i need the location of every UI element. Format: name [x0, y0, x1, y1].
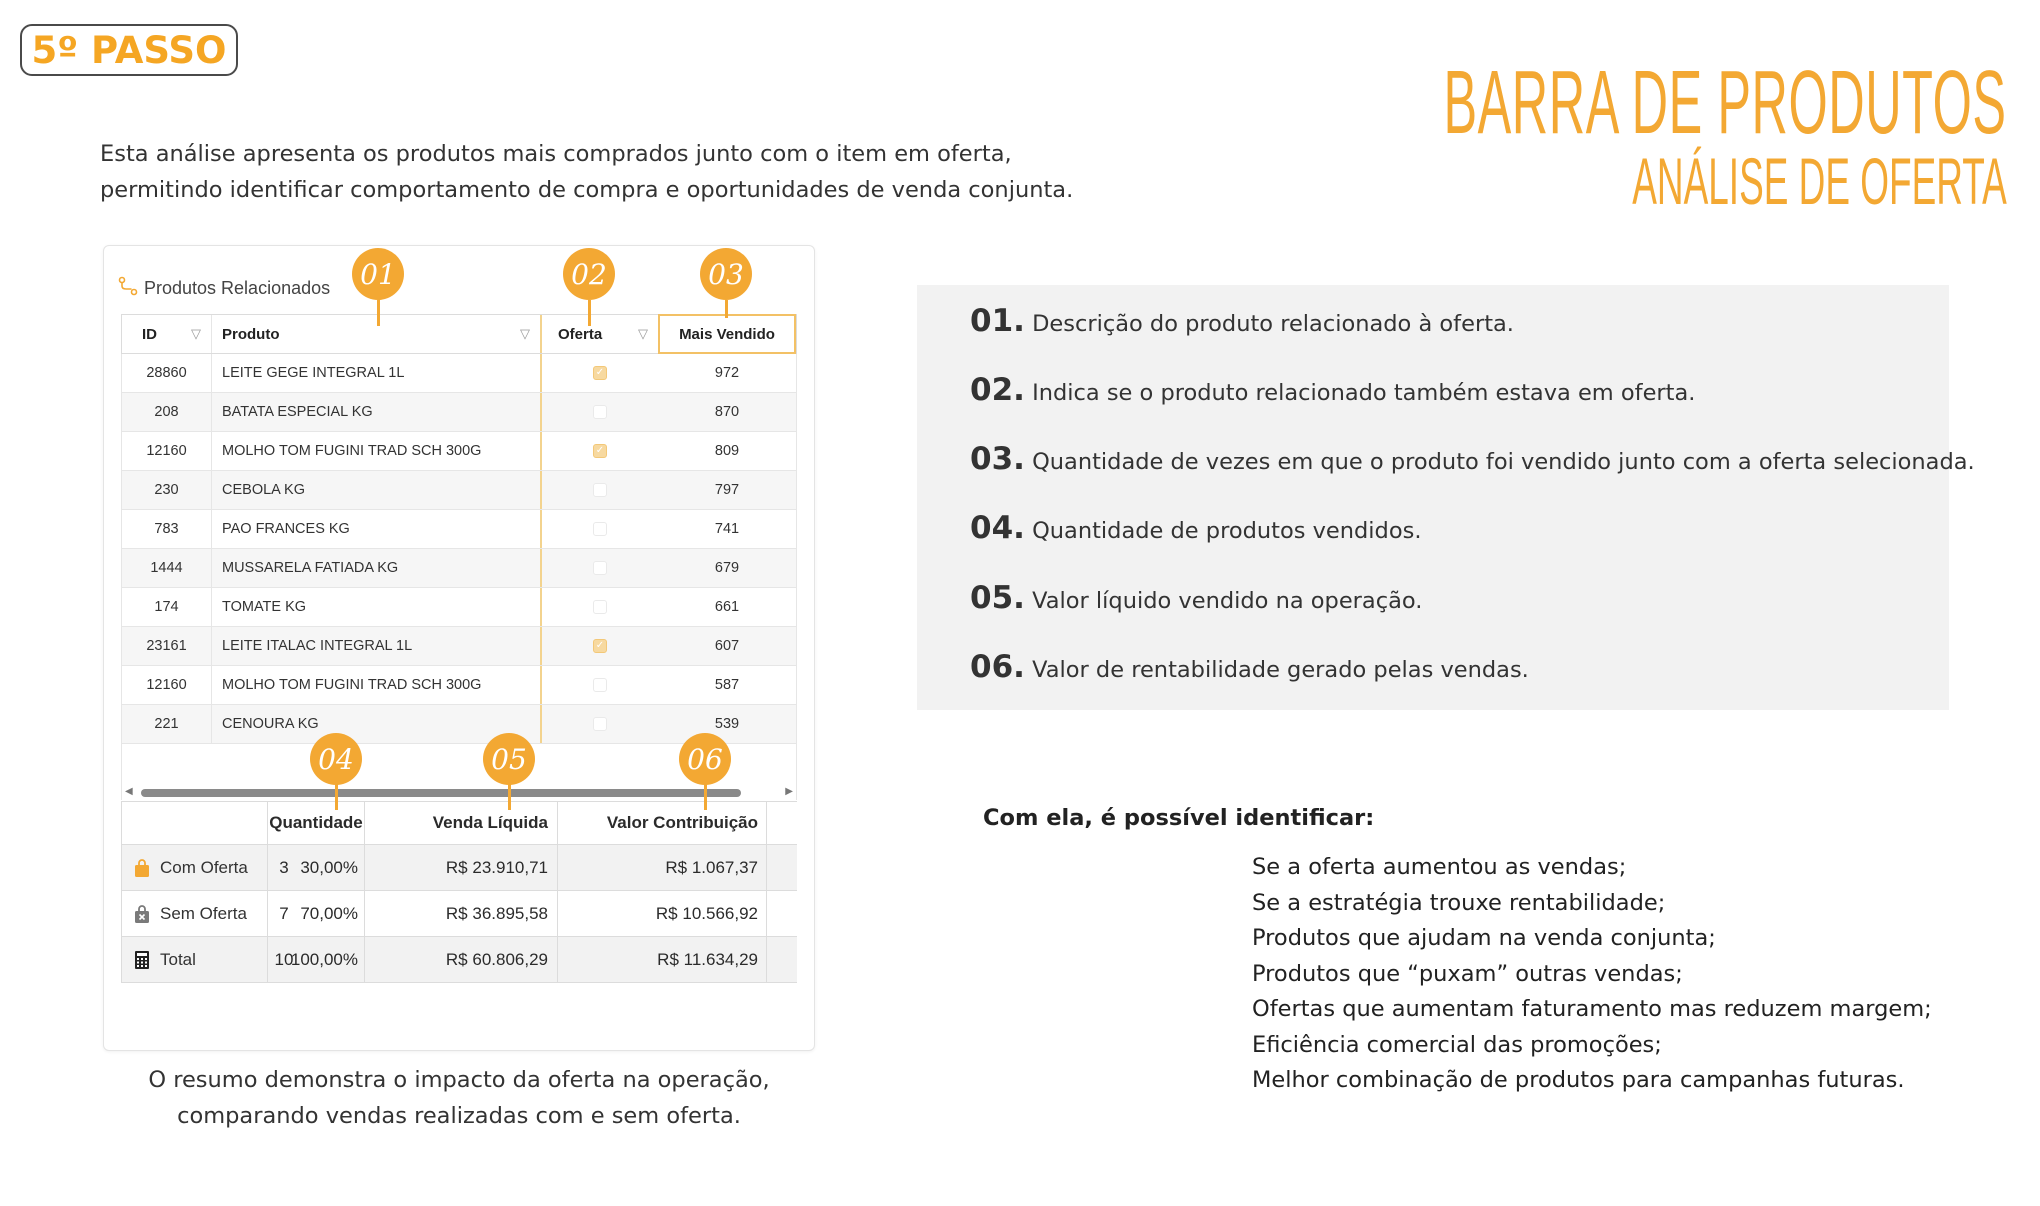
legend-item: [970, 649, 1529, 685]
summary-table: [121, 801, 797, 983]
column-label: Oferta: [558, 325, 603, 343]
cell-id: 221: [122, 705, 212, 743]
cell-oferta: [542, 471, 658, 509]
cell-mais-vendido: 587: [714, 677, 740, 693]
table-row[interactable]: [121, 432, 797, 471]
summary-label: Total: [160, 949, 196, 969]
marker-04: 04: [310, 733, 362, 785]
cell-produto: MOLHO TOM FUGINI TRAD SCH 300G: [212, 666, 542, 704]
table-row[interactable]: [121, 666, 797, 705]
cell-id: 783: [122, 510, 212, 548]
summary-header: [121, 801, 797, 845]
marker-01: 01: [352, 248, 404, 300]
cell-oferta: [542, 705, 658, 743]
summary-pct: 30,00%: [300, 845, 365, 890]
cell-oferta: [542, 627, 658, 665]
marker-line: [335, 784, 338, 810]
summary-contrib: R$ 10.566,92: [558, 891, 767, 936]
branch-icon: [118, 276, 138, 301]
summary-venda: R$ 60.806,29: [365, 937, 558, 982]
cell-mais-vendido: 539: [714, 716, 740, 732]
bag-crossed-icon: [132, 904, 152, 924]
marker-03: 03: [700, 248, 752, 300]
table-row[interactable]: [121, 588, 797, 627]
unchecked-checkbox[interactable]: [593, 522, 607, 536]
cell-oferta: [542, 549, 658, 587]
marker-02: 02: [563, 248, 615, 300]
step-badge: 5º PASSO: [20, 24, 238, 76]
cell-produto: PAO FRANCES KG: [212, 510, 542, 548]
unchecked-checkbox[interactable]: [593, 717, 607, 731]
summary-label: Sem Oferta: [160, 903, 247, 923]
unchecked-checkbox[interactable]: [593, 405, 607, 419]
cell-mais-vendido: 661: [714, 599, 740, 615]
cell-produto: CENOURA KG: [212, 705, 542, 743]
summary-label-cell: [121, 845, 268, 890]
summary-label-cell: [121, 891, 268, 936]
cell-id: 1444: [122, 549, 212, 587]
cell-id: 174: [122, 588, 212, 626]
bag-icon: [132, 858, 152, 878]
cell-oferta: [542, 588, 658, 626]
cell-oferta: [542, 354, 658, 392]
checked-checkbox[interactable]: ✓: [593, 444, 607, 458]
checked-checkbox[interactable]: ✓: [593, 366, 607, 380]
marker-line: [508, 784, 511, 810]
column-label: Produto: [222, 325, 280, 343]
cell-oferta: [542, 393, 658, 431]
unchecked-checkbox[interactable]: [593, 561, 607, 575]
unchecked-checkbox[interactable]: [593, 483, 607, 497]
summary-label: Com Oferta: [160, 857, 248, 877]
marker-line: [588, 300, 591, 326]
table-row[interactable]: [121, 627, 797, 666]
cell-oferta: [542, 432, 658, 470]
page-subtitle: ANÁLISE DE OFERTA: [1632, 144, 2007, 218]
summary-venda: R$ 23.910,71: [365, 845, 558, 890]
legend-number: 02.: [970, 372, 1025, 408]
cell-oferta: [542, 510, 658, 548]
grid-header: [121, 314, 797, 354]
column-label: Mais Vendido: [679, 325, 775, 343]
filter-icon[interactable]: ▽: [520, 326, 530, 341]
summary-contrib: R$ 1.067,37: [558, 845, 767, 890]
cell-id: 12160: [122, 666, 212, 704]
legend-box: [917, 285, 1949, 710]
cell-id: 28860: [122, 354, 212, 392]
calculator-icon: [132, 950, 152, 970]
column-header-id[interactable]: [122, 315, 212, 353]
unchecked-checkbox[interactable]: [593, 600, 607, 614]
summary-qty: 7: [279, 903, 289, 923]
legend-number: 04.: [970, 510, 1025, 546]
header-valor-contribuicao: Valor Contribuição: [558, 802, 767, 844]
cell-produto: BATATA ESPECIAL KG: [212, 393, 542, 431]
summary-caption: [103, 1062, 815, 1134]
intro-line: permitindo identificar comportamento de compra e oportunidades de venda conjunta.: [100, 177, 1074, 203]
intro-line: Esta análise apresenta os produtos mais comprados junto com o item em oferta,: [100, 141, 1012, 167]
list-item: Produtos que ajudam na venda conjunta;: [1252, 925, 1716, 951]
marker-line: [377, 300, 380, 326]
legend-item: [970, 441, 1975, 477]
marker-05: 05: [483, 733, 535, 785]
caption-line: O resumo demonstra o impacto da oferta na operação,: [148, 1067, 770, 1093]
legend-text: Valor líquido vendido na operação.: [1032, 588, 1423, 614]
table-row[interactable]: [121, 510, 797, 549]
summary-qty: 3: [279, 857, 289, 877]
list-item: Melhor combinação de produtos para campanhas futuras.: [1252, 1067, 1905, 1093]
summary-corner: [121, 802, 268, 844]
products-grid: [121, 314, 797, 744]
filter-icon[interactable]: ▽: [191, 326, 201, 341]
horizontal-scrollbar[interactable]: [121, 786, 797, 800]
cell-id: 23161: [122, 627, 212, 665]
list-item: Produtos que “puxam” outras vendas;: [1252, 960, 1683, 987]
cell-mais-vendido: 607: [714, 638, 740, 654]
grid-body: [121, 354, 797, 744]
legend-number: 06.: [970, 649, 1025, 685]
panel-title-label: Produtos Relacionados: [144, 278, 331, 298]
legend-item: [970, 303, 1514, 339]
summary-pct: 70,00%: [300, 891, 365, 936]
caption-line: comparando vendas realizadas com e sem oferta.: [177, 1103, 741, 1129]
table-row[interactable]: [121, 549, 797, 588]
legend-item: [970, 580, 1422, 616]
cell-oferta: [542, 666, 658, 704]
legend-item: [970, 372, 1695, 408]
summary-label-cell: [121, 937, 268, 982]
list-item: Se a oferta aumentou as vendas;: [1252, 854, 1627, 880]
summary-qty: 10: [274, 949, 294, 969]
header-venda-liquida: Venda Líquida: [365, 802, 558, 844]
cell-mais-vendido: 797: [714, 482, 740, 498]
scroll-right-icon[interactable]: ▶: [785, 786, 793, 797]
legend-item: [970, 510, 1421, 546]
cell-produto: MOLHO TOM FUGINI TRAD SCH 300G: [212, 432, 542, 470]
checked-checkbox[interactable]: ✓: [593, 639, 607, 653]
identify-title: Com ela, é possível identificar:: [983, 805, 1375, 831]
filter-icon[interactable]: ▽: [638, 326, 648, 341]
legend-text: Quantidade de produtos vendidos.: [1032, 518, 1422, 544]
legend-text: Descrição do produto relacionado à oferta.: [1032, 311, 1514, 337]
table-row[interactable]: [121, 393, 797, 432]
legend-number: 05.: [970, 580, 1025, 616]
column-header-mais-vendido[interactable]: [658, 314, 796, 354]
identify-list: [1252, 850, 1932, 1099]
panel-title: [118, 276, 330, 301]
legend-text: Quantidade de vezes em que o produto foi vendido junto com a oferta selecionada.: [1032, 449, 1975, 475]
cell-id: 12160: [122, 432, 212, 470]
summary-venda: R$ 36.895,58: [365, 891, 558, 936]
summary-contrib: R$ 11.634,29: [558, 937, 767, 982]
cell-produto: LEITE ITALAC INTEGRAL 1L: [212, 627, 542, 665]
table-row[interactable]: [121, 354, 797, 393]
marker-line: [704, 784, 707, 810]
cell-mais-vendido: 809: [714, 443, 740, 459]
list-item: Se a estratégia trouxe rentabilidade;: [1252, 889, 1666, 916]
cell-produto: MUSSARELA FATIADA KG: [212, 549, 542, 587]
scroll-thumb[interactable]: [141, 789, 741, 797]
cell-produto: TOMATE KG: [212, 588, 542, 626]
column-header-oferta[interactable]: [542, 315, 658, 353]
cell-produto: CEBOLA KG: [212, 471, 542, 509]
legend-number: 03.: [970, 441, 1025, 477]
list-item: Eficiência comercial das promoções;: [1252, 1031, 1662, 1058]
cell-mais-vendido: 679: [714, 560, 740, 576]
cell-mais-vendido: 741: [714, 521, 740, 537]
unchecked-checkbox[interactable]: [593, 678, 607, 692]
intro-text: [100, 136, 1074, 208]
column-label: ID: [142, 325, 157, 343]
summary-row: [121, 891, 797, 937]
legend-text: Valor de rentabilidade gerado pelas vendas.: [1032, 657, 1529, 683]
marker-06: 06: [679, 733, 731, 785]
legend-number: 01.: [970, 303, 1025, 339]
cell-mais-vendido: 972: [714, 365, 740, 381]
header-quantidade: Quantidade: [268, 802, 365, 844]
cell-mais-vendido: 870: [714, 404, 740, 420]
page-title: BARRA DE PRODUTOS: [1443, 53, 2007, 153]
summary-row: [121, 845, 797, 891]
cell-id: 208: [122, 393, 212, 431]
summary-row: [121, 937, 797, 983]
cell-produto: LEITE GEGE INTEGRAL 1L: [212, 354, 542, 392]
summary-pct: 100,00%: [300, 937, 365, 982]
legend-text: Indica se o produto relacionado também estava em oferta.: [1032, 380, 1696, 406]
summary-body: [121, 845, 797, 983]
cell-id: 230: [122, 471, 212, 509]
list-item: Ofertas que aumentam faturamento mas reduzem margem;: [1252, 996, 1932, 1022]
scroll-left-icon[interactable]: ◀: [125, 786, 133, 797]
table-row[interactable]: [121, 471, 797, 510]
marker-line: [725, 300, 728, 318]
